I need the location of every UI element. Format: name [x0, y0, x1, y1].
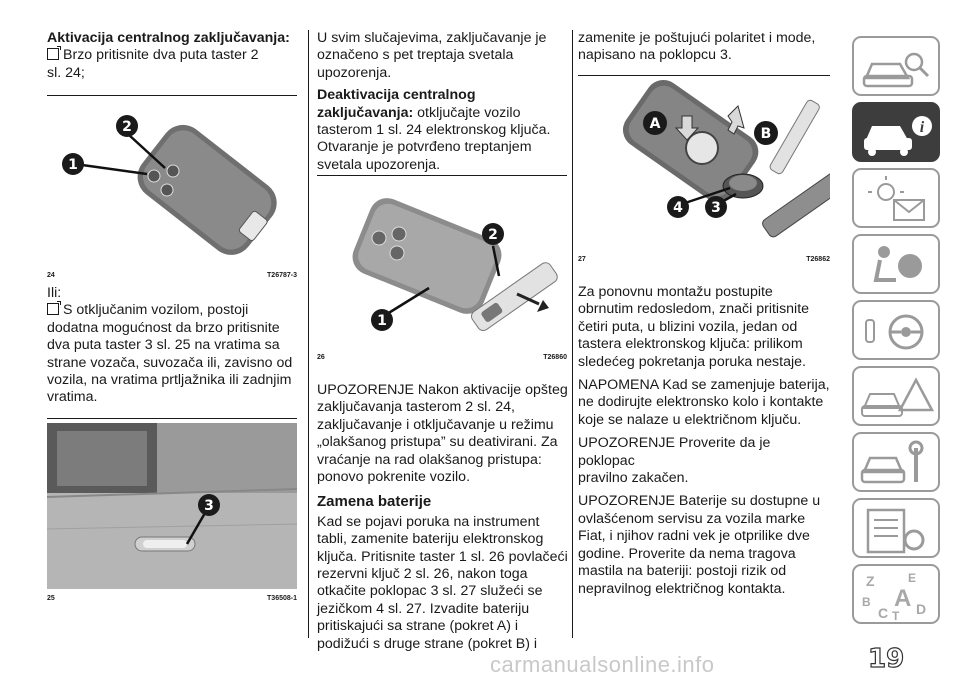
label-B: B [760, 126, 772, 142]
label-2: 2 [488, 227, 498, 243]
warning-line: nepravilnog električnog kontakta. [578, 580, 786, 597]
text-line: zaključavanja tasterom 2 sl. 24, [317, 399, 515, 416]
text-line: rezervni ključ 2 sl. 26, nakon toga [317, 566, 528, 583]
tab-technical-data[interactable] [852, 498, 940, 558]
label-1: 1 [377, 313, 387, 329]
figure-25-caption: 25 T36508-1 [47, 595, 297, 602]
warning-line: ovlašćenom servisu za vozila marke [578, 510, 806, 527]
airbag-seat-icon [854, 236, 942, 296]
svg-text:C: C [878, 605, 889, 621]
deactivation-line: zaključavanja: otključajte vozilo [317, 104, 521, 121]
tab-index[interactable] [852, 564, 940, 624]
figure-26-caption: 26 T26860 [317, 354, 567, 361]
text-line: napisano na poklopcu 3. [578, 47, 732, 64]
column-1-lower [47, 285, 299, 407]
column-3-lower [578, 284, 830, 598]
car-wrench-icon [854, 434, 942, 494]
key-steering-wheel-icon [854, 302, 942, 362]
svg-text:A: A [894, 585, 912, 612]
text-line: ponovo pokrenite vozilo. [317, 469, 471, 486]
label-3: 3 [711, 200, 721, 216]
warning-line: mastila na bateriji: postoji rizik od [578, 563, 787, 580]
note-line: koje se nalaze u električnom ključu. [578, 411, 802, 428]
alphabet-index-icon [854, 566, 942, 626]
car-warning-triangle-icon [854, 368, 942, 428]
label-4: 4 [673, 200, 683, 216]
key-release-illustration [317, 176, 567, 351]
car-search-icon [854, 38, 942, 98]
figure-25 [47, 418, 297, 604]
text-line: UPOZORENJE Nakon aktivacije opšteg [317, 382, 568, 398]
warning-light-mail-icon [854, 170, 942, 230]
figure-24 [47, 95, 297, 281]
tab-starting-driving[interactable] [852, 300, 940, 360]
text-line: Za ponovnu montažu postupite [578, 284, 773, 300]
text-line: četiri puta, u blizini vozila, jedan od [578, 318, 798, 335]
text-line: Kad se pojavi poruka na instrument [317, 513, 540, 530]
text-line: Otvaranje je potvrđeno treptanjem [317, 139, 532, 156]
label-A: A [649, 116, 661, 132]
tab-lights-messages[interactable] [852, 168, 940, 228]
text-line: zaključavanje i otključavanje u režimu [317, 416, 554, 433]
key-card-illustration [47, 96, 297, 266]
figure-24-caption: 24 T26787-3 [47, 272, 297, 279]
car-info-icon [854, 104, 942, 164]
column-divider [572, 30, 573, 638]
text-line: dodatna mogućnost da brzo pritisnite [47, 319, 280, 336]
watermark: carmanualsonline.info [490, 652, 715, 677]
label-2: 2 [122, 119, 132, 135]
tab-safety[interactable] [852, 234, 940, 294]
column-2-lower [317, 382, 569, 653]
figure-27 [578, 75, 830, 271]
figure-27-caption: 27 T26862 [578, 256, 830, 263]
step-2: S otključanim vozilom, postoji [47, 302, 299, 319]
heading-central-locking: Aktivacija centralnog zaključavanja: [47, 30, 290, 46]
warning-line: pravilno zakačen. [578, 470, 689, 487]
heading-deactivation: Deaktivacija centralnog [317, 87, 476, 104]
text-line: dva puta taster 3 sl. 25 na vratima sa [47, 337, 280, 354]
note-line: NAPOMENA Kad se zamenjuje baterija, [578, 377, 830, 394]
tab-car-overview[interactable] [852, 36, 940, 96]
text-line: jezičkom 4 sl. 27. Izvadite bateriju [317, 600, 530, 617]
column-2 [317, 30, 569, 174]
figure-26 [317, 175, 567, 366]
text-line: podižući s druge strane (pokret B) i [317, 635, 538, 652]
text-line: zamenite je poštujući polaritet i mode, [578, 30, 816, 46]
text-line: „olakšanog pristupa” su deativirani. Za [317, 434, 558, 451]
text-line: pritiskajući sa strane (pokret A) i [317, 618, 519, 635]
text-line: otkačite poklopac 3 sl. 27 služeći se [317, 583, 543, 600]
step-1-cont: sl. 24; [47, 64, 85, 81]
ili-label: Ili: [47, 285, 62, 301]
text-line: vraćanje na rad olakšanog pristupa: [317, 451, 542, 468]
column-3 [578, 30, 830, 65]
note-line: ne dodirujte elektronsko kolo i kontakte [578, 394, 824, 411]
step-box-icon [47, 303, 59, 315]
svg-text:T: T [892, 609, 900, 623]
text-line: sledećeg pokretanja poruka nestaje. [578, 353, 806, 370]
text-line: tasterom 1 sl. 24 elektronskog ključa. [317, 122, 551, 139]
text-line: tastera elektronskog ključa: prilikom [578, 336, 803, 353]
tab-car-info[interactable] [852, 102, 940, 162]
warning-line: UPOZORENJE Baterije su dostupne u [578, 493, 821, 510]
text-line: svetala upozorenja. [317, 156, 441, 173]
svg-text:E: E [908, 571, 917, 585]
text-line: tabli, zamenite bateriju elektronskog [317, 531, 544, 548]
text-line: označeno s pet treptaja svetala [317, 47, 514, 64]
page-number: 19 [868, 644, 905, 674]
svg-text:B: B [862, 595, 871, 609]
step-1: Brzo pritisnite dva puta taster 2 [47, 47, 299, 64]
text-line: strane vozača, suvozača ili, zavisno od [47, 354, 293, 371]
warning-line: Fiat, i njihov radni vek je otprilike dve [578, 528, 810, 545]
text-line: vratima. [47, 389, 98, 406]
car-door-illustration [47, 419, 297, 589]
text-line: U svim slučajevima, zaključavanje je [317, 30, 547, 46]
checklist-gear-icon [854, 500, 942, 560]
column-1 [47, 30, 299, 82]
text-line: ključa. Pritisnite taster 1 sl. 26 povlačeći [317, 548, 568, 565]
heading-battery-replacement: Zamena baterije [317, 493, 432, 511]
tab-maintenance[interactable] [852, 432, 940, 492]
svg-text:D: D [916, 601, 927, 617]
step-box-icon [47, 48, 59, 60]
text-line: obrnutim redosledom, znači pritisnite [578, 301, 810, 318]
svg-text:i: i [919, 119, 925, 136]
battery-replacement-illustration [578, 76, 830, 254]
text-line: vozila, na vratima prtljažnika ili zadnjim [47, 372, 292, 389]
label-1: 1 [68, 157, 78, 173]
svg-text:Z: Z [866, 573, 875, 589]
warning-line: godine. Proverite da nema tragova [578, 545, 796, 562]
text-line: upozorenja. [317, 64, 392, 81]
column-divider [308, 30, 309, 638]
tab-emergency[interactable] [852, 366, 940, 426]
warning-line: UPOZORENJE Proverite da je poklopac [578, 435, 771, 469]
label-3: 3 [204, 498, 214, 514]
